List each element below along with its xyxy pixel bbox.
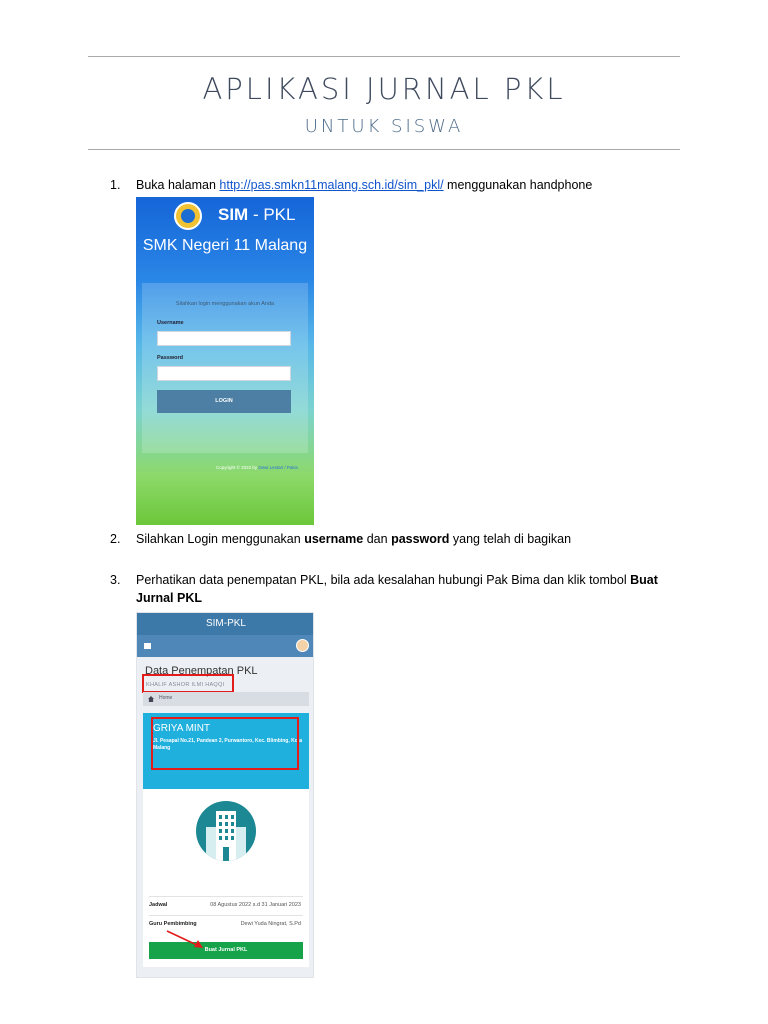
step-2 <box>110 530 680 548</box>
student-name: KHALIF ASHOR ILMI HAQQI <box>146 682 225 688</box>
menu-icon[interactable] <box>144 643 151 645</box>
mentor-label: Guru Pembimbing <box>149 921 197 927</box>
avatar[interactable] <box>296 639 309 652</box>
app-topbar: SIM-PKL <box>137 613 314 635</box>
password-label: Password <box>157 355 183 361</box>
placement-screenshot <box>136 612 314 978</box>
home-icon <box>148 696 154 702</box>
password-field[interactable] <box>157 366 291 381</box>
copyright: Copyright © 2022 by Dewi Lestari / Pakis <box>216 465 298 470</box>
divider <box>149 896 303 897</box>
placement-title: Data Penempatan PKL <box>145 665 258 677</box>
login-button[interactable]: LOGIN <box>157 390 291 413</box>
step-text: Silahkan Login menggunakan username dan password yang telah di bagikan <box>136 532 572 546</box>
step-3 <box>110 571 680 607</box>
navbar <box>137 635 314 657</box>
building-icon <box>196 801 256 861</box>
schedule-label: Jadwal <box>149 902 168 908</box>
username-field[interactable] <box>157 331 291 346</box>
company-name: GRIYA MINT <box>153 723 211 734</box>
breadcrumb <box>143 692 309 706</box>
bottom-rule <box>88 149 680 150</box>
school-logo-icon <box>174 202 202 230</box>
username-label: Username <box>157 320 184 326</box>
sim-pkl-link[interactable]: http://pas.smkn11malang.sch.id/sim_pkl/ <box>219 178 444 192</box>
step-number: 3. <box>110 573 121 587</box>
highlight-box-name <box>142 674 234 693</box>
schedule-value: 08 Agustus 2022 s.d 31 Januari 2023 <box>210 902 301 908</box>
page-title: APLIKASI JURNAL PKL <box>202 72 566 106</box>
step-text: Buka halaman http://pas.smkn11malang.sch.id/sim_pkl/ menggunakan handphone <box>136 178 593 192</box>
school-name: SMK Negeri 11 Malang <box>142 237 308 254</box>
step-number: 1. <box>110 178 121 192</box>
login-screenshot <box>136 197 314 525</box>
page-subtitle: UNTUK SISWA <box>304 116 464 137</box>
highlight-box-company <box>151 717 299 770</box>
step-number: 2. <box>110 532 121 546</box>
buat-jurnal-button[interactable]: Buat Jurnal PKL <box>149 942 303 959</box>
app-brand: SIM - PKL <box>218 205 296 224</box>
top-rule <box>88 56 680 57</box>
step-text: Perhatikan data penempatan PKL, bila ada kesalahan hubungi Pak Bima dan klik tombol Buat Jurnal PKL <box>136 573 658 605</box>
mentor-value: Dewi Yuda Ningrat, S.Pd <box>240 921 301 927</box>
login-hint: Silahkan login menggunakan akun Anda <box>175 301 275 307</box>
divider <box>149 915 303 916</box>
step-1 <box>110 176 680 194</box>
breadcrumb-home[interactable]: Home <box>159 695 173 701</box>
red-arrow-icon <box>165 929 205 951</box>
company-address: Jl. Pesapal No.21, Pandean 2, Purwantoro, Kec. Blimbing, Kota Malang <box>153 738 303 751</box>
